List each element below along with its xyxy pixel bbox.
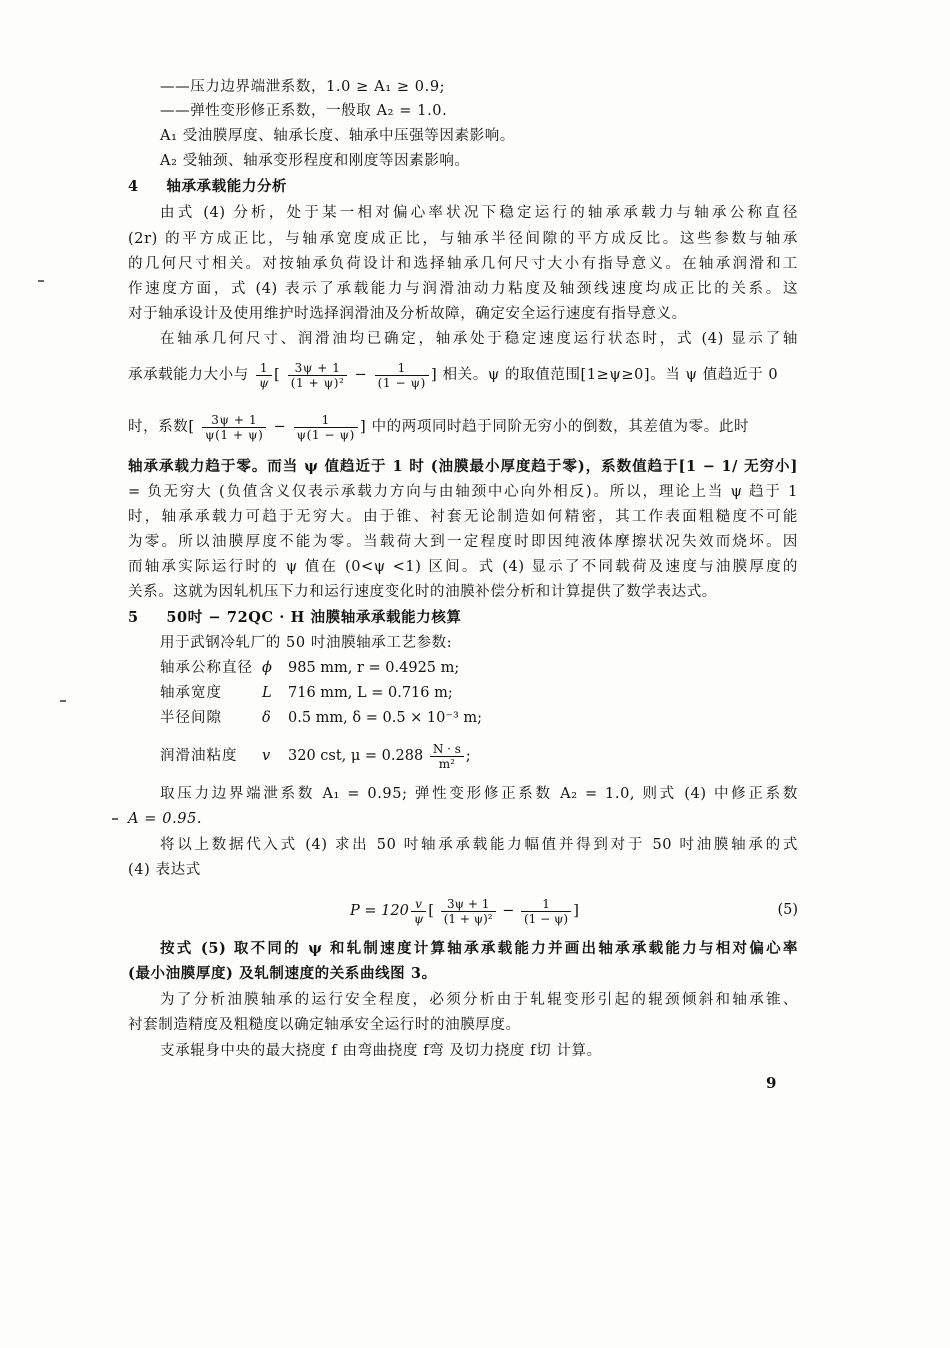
scan-mark (38, 280, 44, 282)
equation-lhs: P = 120 (350, 903, 409, 919)
equation-body: P = 120 $\frac{v}{\psi}$ [ $\frac{3\psi + 1}{\text{(1 + ψ)²}}$ − $\frac{1}{(1 - \psi)}$ ] (350, 896, 579, 926)
text-run: 时，系数 (128, 419, 189, 435)
para-line: 衬套制造精度及粗糙度以确定轴承安全运行时的油膜厚度。 (128, 1017, 521, 1033)
fraction (202, 413, 266, 442)
def-a1-effect: A₁ 受油膜厚度、轴承长度、轴承中压强等因素影响。 (160, 128, 515, 144)
para-line: (4) 表达式 (128, 862, 201, 878)
param-label: 润滑油粘度 (160, 748, 238, 764)
para-line: 为了分析油膜轴承的运行安全程度，必须分析由于轧辊变形引起的辊颈倾斜和轴承锥、 (160, 992, 798, 1008)
section-4-heading (128, 176, 798, 198)
param-label: 轴承宽度 (160, 685, 222, 701)
denominator: (1 − ψ) (523, 911, 569, 926)
para-line: 用于武钢冷轧厂的 50 吋油膜轴承工艺参数: (160, 635, 453, 651)
param-value: 716 mm, L = 0.716 m; (288, 685, 453, 701)
numerator: 3ψ + 1 (288, 361, 348, 376)
denominator: m² (438, 756, 455, 771)
equation-number: (5) (777, 902, 798, 918)
param-label: 轴承公称直径 (160, 660, 253, 676)
fraction (375, 361, 429, 390)
param-value: 0.5 mm, δ = 0.5 × 10⁻³ m; (288, 710, 483, 726)
param-value (288, 734, 471, 778)
para-line: 由式 (4) 分析，处于某一相对偏心率状况下稳定运行的轴承承载力与轴承公称直径 (160, 205, 798, 221)
para-line: 将以上数据代入式 (4) 求出 50 吋轴承承载能力幅值并得到对于 50 吋油膜轴承的式 (160, 837, 798, 853)
equation-5 (128, 890, 798, 930)
section-number: 5 (128, 609, 139, 626)
formula-line: 时，系数[ $\frac{3\psi + 1}{\psi(1 + \psi)}$ − $\frac{1}{\psi(1 - \psi)}$ ] 中的两项同时趋于同阶无穷小的倒数，其差值为零。此时 (128, 412, 750, 442)
numerator: 1 (375, 361, 429, 376)
fraction (441, 897, 496, 926)
numerator: 3ψ + 1 (441, 897, 496, 912)
para-line: = 负无穷大 (负值含义仅表示承载力方向与由轴颈中心向外相反)。所以，理论上当 ψ 趋于 1 (128, 484, 798, 500)
para-line: 关系。这就为因轧机压下力和运行速度变化时的油膜补偿分析和计算提供了数学表达式。 (128, 584, 717, 600)
numerator: 3ψ + 1 (202, 413, 266, 428)
scan-mark (112, 818, 118, 820)
param-label: 半径间隙 (160, 710, 222, 726)
para-line: 时，轴承承载力可趋于无穷大。由于锥、衬套无论制造如何精密，其工作表面粗糙度不可能 (128, 509, 798, 525)
page-number: 9 (766, 1074, 777, 1092)
text-run: ; (465, 748, 471, 764)
denominator: ψ (259, 375, 270, 390)
section-number: 4 (128, 178, 139, 195)
para-line: 的几何尺寸相关。对按轴承负荷设计和选择轴承几何尺寸大小有指导意义。在轴承润滑和工 (128, 256, 798, 272)
section-5-heading (128, 607, 798, 629)
para-line: 为零。所以油膜厚度不能为零。当载荷大到一定程度时即因纯液体摩擦状况失效而烧坏。因 (128, 534, 798, 550)
formula-line: 承承载能力大小与 $\frac{1}{\psi}$ [ $\frac{3\psi + 1}{\text{(1 + ψ)²}}$ − $\frac{1}{(1 - \psi)}$ ] 相关。ψ 的取值范围[1≥ψ≥0]。当 ψ 值趋近于 0 (128, 360, 779, 390)
numerator: N · s (430, 742, 464, 757)
viscosity-value: 320 cst, μ = 0.288 (288, 748, 424, 764)
para-line: 轴承承载力趋于零。而当 ψ 值趋近于 1 时 (油膜最小厚度趋于零)，系数值趋于[1 − 1/ 无穷小] (128, 458, 798, 475)
denominator: ψ(1 + ψ) (205, 427, 264, 442)
def-a2: ——弹性变形修正系数，一般取 A₂ = 1.0. (160, 103, 448, 119)
param-symbol: ϕ (262, 660, 272, 676)
para-line: 按式 (5) 取不同的 ψ 和轧制速度计算轴承承载能力并画出轴承承载能力与相对偏心率 (160, 940, 798, 957)
param-symbol: v (262, 748, 271, 764)
para-line: 取压力边界端泄系数 A₁ = 0.95; 弹性变形修正系数 A₂ = 1.0, 则式 (4) 中修正系数 (160, 786, 798, 802)
text-run: 承承载能力大小与 (128, 367, 249, 383)
para-line: 作速度方面，式 (4) 表示了承载能力与润滑油动力粘度及轴颈线速度均成正比的关系。这 (128, 281, 798, 297)
section-title: 50吋 − 72QC · H 油膜轴承承载能力核算 (166, 609, 462, 626)
para-line: 对于轴承设计及使用维护时选择润滑油及分析故障，确定安全运行速度有指导意义。 (128, 306, 687, 322)
section-title: 轴承承载能力分析 (166, 178, 288, 195)
param-symbol: L (262, 685, 272, 701)
numerator: 1 (521, 897, 571, 912)
unit-fraction (430, 742, 464, 771)
para-line: 在轴承几何尺寸、润滑油均已确定，轴承处于稳定速度运行状态时，式 (4) 显示了轴 (160, 331, 798, 347)
denominator: (1 + ψ)² (290, 375, 345, 390)
fraction (288, 361, 348, 390)
denominator: ψ(1 − ψ) (296, 427, 355, 442)
denominator: (1 − ψ) (377, 375, 426, 390)
para-line: (2r) 的平方成正比，与轴承宽度成正比，与轴承半径间隙的平方成反比。这些参数与轴承 (128, 231, 798, 247)
text-run: 相关。ψ 的取值范围[1≥ψ≥0]。当 ψ 值趋近于 0 (442, 367, 779, 383)
def-a1: ——压力边界端泄系数，1.0 ≥ A₁ ≥ 0.9; (160, 79, 446, 95)
numerator: 1 (256, 361, 272, 376)
numerator: 1 (294, 413, 358, 428)
fraction (521, 897, 571, 926)
para-line: (最小油膜厚度) 及轧制速度的关系曲线图 3。 (128, 965, 437, 982)
denominator: (1 + ψ)² (443, 911, 493, 926)
text-run: 中的两项同时趋于同阶无穷小的倒数，其差值为零。此时 (371, 419, 750, 435)
fraction (294, 413, 358, 442)
para-line: 支承辊身中央的最大挠度 f 由弯曲挠度 f弯 及切力挠度 f切 计算。 (160, 1043, 602, 1059)
denominator: ψ (413, 911, 424, 926)
def-a2-effect: A₂ 受轴颈、轴承变形程度和刚度等因素影响。 (160, 153, 470, 169)
param-symbol: δ (262, 710, 271, 726)
fraction (411, 897, 426, 926)
scan-mark (60, 700, 66, 702)
numerator: v (411, 897, 426, 912)
fraction (256, 361, 272, 390)
para-line: A = 0.95. (128, 811, 203, 827)
param-value: 985 mm, r = 0.4925 m; (288, 660, 460, 676)
para-line: 而轴承实际运行时的 ψ 值在 (0<ψ <1) 区间。式 (4) 显示了不同载荷及速度与油膜厚度的 (128, 559, 798, 575)
